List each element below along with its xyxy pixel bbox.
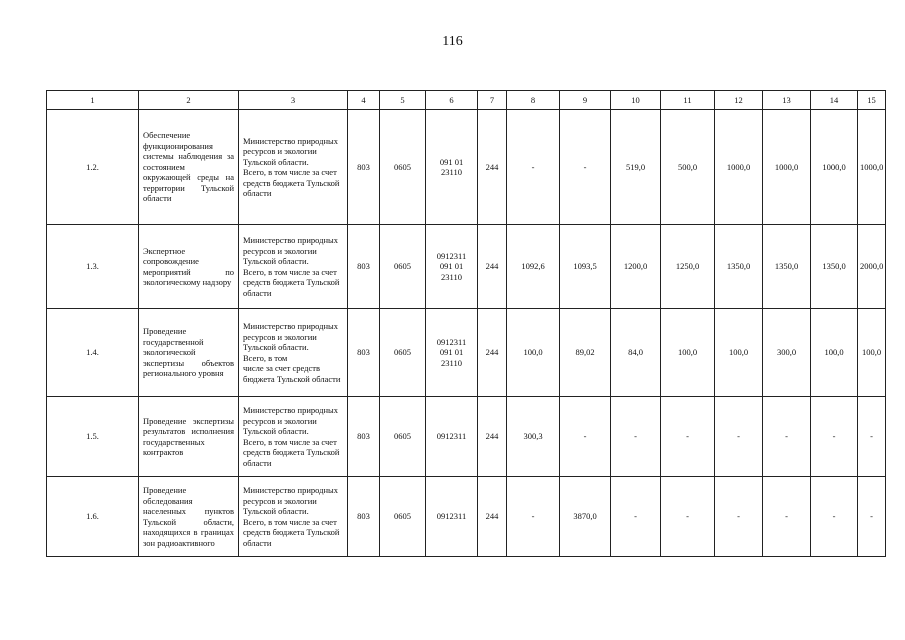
column-header: 1 bbox=[47, 91, 139, 110]
value-col-14: 100,0 bbox=[811, 309, 858, 397]
value-col-10: - bbox=[611, 397, 661, 477]
section-code: 0605 bbox=[380, 477, 426, 557]
value-col-13: - bbox=[763, 477, 811, 557]
row-number: 1.4. bbox=[47, 309, 139, 397]
value-col-11: 500,0 bbox=[661, 110, 715, 225]
value-col-14: - bbox=[811, 477, 858, 557]
value-col-14: - bbox=[811, 397, 858, 477]
column-header: 5 bbox=[380, 91, 426, 110]
row-number: 1.5. bbox=[47, 397, 139, 477]
column-header: 6 bbox=[426, 91, 478, 110]
event-description: Экспертное сопровождение мероприятий по экологическому надзору bbox=[139, 225, 239, 309]
value-col-10: 519,0 bbox=[611, 110, 661, 225]
value-col-15: 2000,0 bbox=[858, 225, 886, 309]
value-col-8: - bbox=[507, 477, 560, 557]
responsible-executor: Министерство природных ресурсов и экологии Тульской области. Всего, в том числе за счет средств бюджета Тульской области bbox=[239, 225, 348, 309]
table-body bbox=[47, 110, 886, 557]
value-col-8: 100,0 bbox=[507, 309, 560, 397]
column-number-row bbox=[47, 91, 886, 110]
target-article-code: 0912311 bbox=[426, 477, 478, 557]
value-col-14: 1000,0 bbox=[811, 110, 858, 225]
column-header: 2 bbox=[139, 91, 239, 110]
column-header: 13 bbox=[763, 91, 811, 110]
value-col-10: 1200,0 bbox=[611, 225, 661, 309]
value-col-13: - bbox=[763, 397, 811, 477]
value-col-9: 3870,0 bbox=[560, 477, 611, 557]
value-col-12: - bbox=[715, 477, 763, 557]
event-description: Проведение экспертизы результатов исполнения государственных контрактов bbox=[139, 397, 239, 477]
value-col-15: 100,0 bbox=[858, 309, 886, 397]
expense-type-code: 244 bbox=[478, 225, 507, 309]
row-number: 1.6. bbox=[47, 477, 139, 557]
value-col-13: 300,0 bbox=[763, 309, 811, 397]
column-header: 4 bbox=[348, 91, 380, 110]
value-col-11: 1250,0 bbox=[661, 225, 715, 309]
value-col-11: - bbox=[661, 397, 715, 477]
expense-type-code: 244 bbox=[478, 110, 507, 225]
column-header: 11 bbox=[661, 91, 715, 110]
event-description: Обеспечение функционирования системы наблюдения за состоянием окружающей среды на территории Тульской области bbox=[139, 110, 239, 225]
grbs-code: 803 bbox=[348, 309, 380, 397]
column-header: 14 bbox=[811, 91, 858, 110]
column-header: 9 bbox=[560, 91, 611, 110]
value-col-10: - bbox=[611, 477, 661, 557]
row-number: 1.2. bbox=[47, 110, 139, 225]
table-row bbox=[47, 110, 886, 225]
table-row bbox=[47, 397, 886, 477]
value-col-15: - bbox=[858, 397, 886, 477]
value-col-11: 100,0 bbox=[661, 309, 715, 397]
responsible-executor: Министерство природных ресурсов и экологии Тульской области. Всего, в том числе за счет средств бюджета Тульской области bbox=[239, 309, 348, 397]
section-code: 0605 bbox=[380, 225, 426, 309]
grbs-code: 803 bbox=[348, 477, 380, 557]
expense-type-code: 244 bbox=[478, 309, 507, 397]
value-col-9: 1093,5 bbox=[560, 225, 611, 309]
column-header: 12 bbox=[715, 91, 763, 110]
target-article-code: 0912311 091 01 23110 bbox=[426, 309, 478, 397]
expense-type-code: 244 bbox=[478, 397, 507, 477]
target-article-code: 091 01 23110 bbox=[426, 110, 478, 225]
value-col-12: 1350,0 bbox=[715, 225, 763, 309]
value-col-9: - bbox=[560, 110, 611, 225]
column-header: 3 bbox=[239, 91, 348, 110]
table-row bbox=[47, 309, 886, 397]
value-col-13: 1000,0 bbox=[763, 110, 811, 225]
value-col-15: - bbox=[858, 477, 886, 557]
page-number: 116 bbox=[442, 34, 463, 49]
column-header: 10 bbox=[611, 91, 661, 110]
value-col-8: - bbox=[507, 110, 560, 225]
table-row bbox=[47, 477, 886, 557]
responsible-executor: Министерство природных ресурсов и экологии Тульской области. Всего, в том числе за счет средств бюджета Тульской области bbox=[239, 397, 348, 477]
table-row bbox=[47, 225, 886, 309]
value-col-9: 89,02 bbox=[560, 309, 611, 397]
value-col-14: 1350,0 bbox=[811, 225, 858, 309]
section-code: 0605 bbox=[380, 309, 426, 397]
value-col-10: 84,0 bbox=[611, 309, 661, 397]
column-header: 7 bbox=[478, 91, 507, 110]
value-col-12: 1000,0 bbox=[715, 110, 763, 225]
expense-type-code: 244 bbox=[478, 477, 507, 557]
grbs-code: 803 bbox=[348, 225, 380, 309]
section-code: 0605 bbox=[380, 397, 426, 477]
grbs-code: 803 bbox=[348, 397, 380, 477]
budget-table bbox=[46, 90, 886, 557]
value-col-12: 100,0 bbox=[715, 309, 763, 397]
target-article-code: 0912311 bbox=[426, 397, 478, 477]
event-description: Проведение обследования населенных пунктов Тульской области, находящихся в границах зон радиоактивного bbox=[139, 477, 239, 557]
responsible-executor: Министерство природных ресурсов и экологии Тульской области. Всего, в том числе за счет средств бюджета Тульской области bbox=[239, 110, 348, 225]
responsible-executor: Министерство природных ресурсов и экологии Тульской области. Всего, в том числе за счет средств бюджета Тульской области bbox=[239, 477, 348, 557]
value-col-11: - bbox=[661, 477, 715, 557]
value-col-8: 300,3 bbox=[507, 397, 560, 477]
target-article-code: 0912311 091 01 23110 bbox=[426, 225, 478, 309]
grbs-code: 803 bbox=[348, 110, 380, 225]
column-header: 15 bbox=[858, 91, 886, 110]
value-col-13: 1350,0 bbox=[763, 225, 811, 309]
value-col-12: - bbox=[715, 397, 763, 477]
section-code: 0605 bbox=[380, 110, 426, 225]
event-description: Проведение государственной экологической экспертизы объектов регионального уровня bbox=[139, 309, 239, 397]
value-col-9: - bbox=[560, 397, 611, 477]
column-header: 8 bbox=[507, 91, 560, 110]
row-number: 1.3. bbox=[47, 225, 139, 309]
value-col-8: 1092,6 bbox=[507, 225, 560, 309]
value-col-15: 1000,0 bbox=[858, 110, 886, 225]
